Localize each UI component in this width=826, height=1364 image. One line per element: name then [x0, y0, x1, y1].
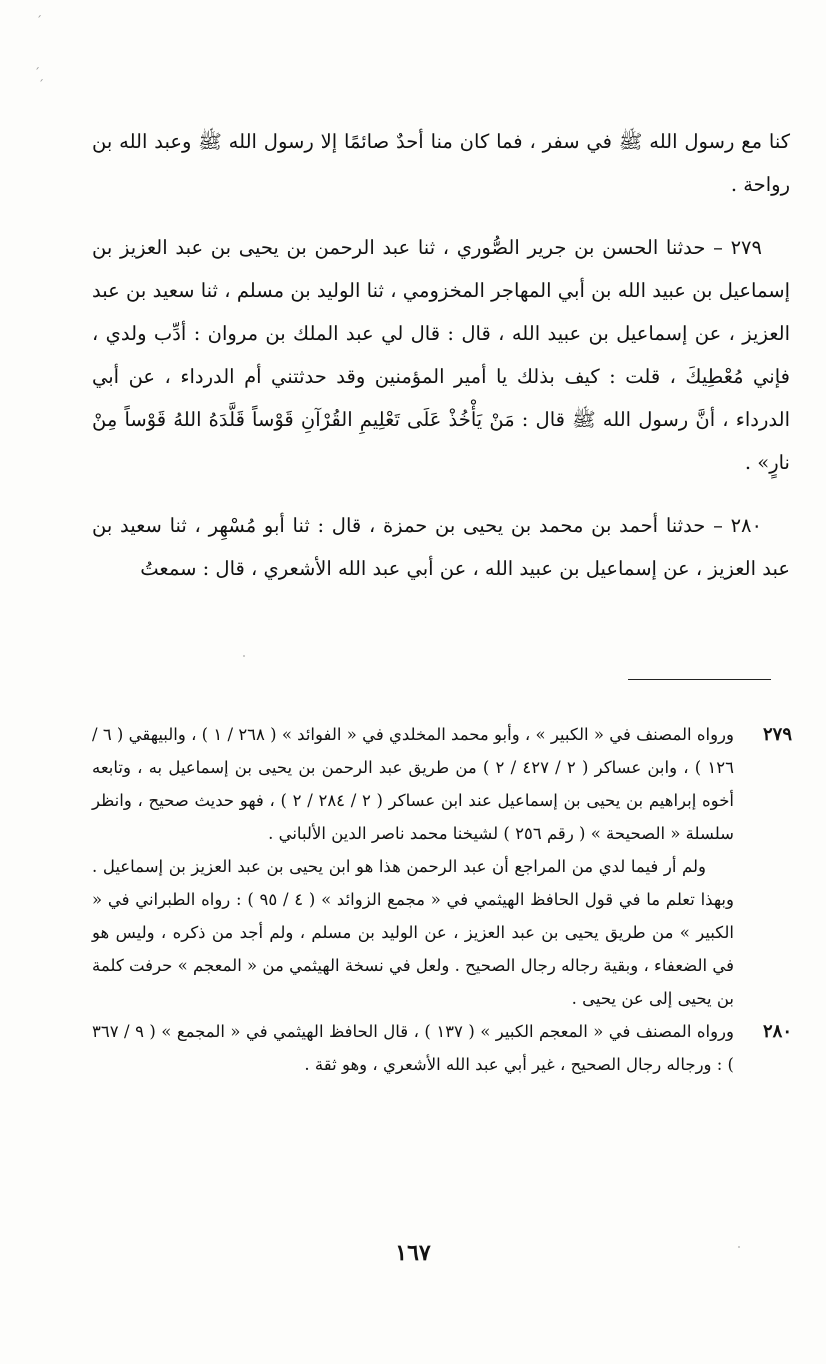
footnote-279: [92, 718, 792, 1015]
footnote-number: ٢٧٩: [762, 724, 792, 745]
page-number: ١٦٧: [395, 1240, 431, 1266]
hadith-279: ٢٧٩ – حدثنا الحسن بن جرير الصُّوري ، ثنا عبد الرحمن بن يحيى بن عبد العزيز بن إسماعيل بن عبيد الله بن أبي المهاجر المخزومي ، ثنا الوليد بن مسلم ، ثنا سعيد بن عبد العزيز ، عن إسماعيل بن عبيد الله ، قال : قال لي عبد الملك بن مروان : أدِّب ولدي ، فإني مُعْطِيكَ ، قلت : كيف بذلك يا أمير المؤمنين وقد حدثتني أم الدرداء ، عن أبي الدرداء ، أنَّ رسول الله ﷺ قال : مَنْ يَأْخُذْ عَلَى تَعْلِيمِ القُرْآنِ قَوْساً قَلَّدَهُ اللهُ قَوْساً مِنْ نارٍ» .: [92, 236, 790, 474]
footnote-paragraph: ورواه المصنف في « الكبير » ، وأبو محمد المخلدي في « الفوائد » ( ٢٦٨ / ١ ) ، والبيهقي ( ٦ / ١٢٦ ) ، وابن عساكر ( ٢ / ٤٢٧ / ٢ ) من طريق عبد الرحمن بن يحيى بن إسماعيل به ، وتابعه أخوه إبراهيم بن يحيى بن إسماعيل عند ابن عساكر ( ٢ / ٢٨٤ / ٢ ) ، فهو حديث صحيح ، وانظر سلسلة « الصحيحة » ( رقم ٢٥٦ ) لشيخنا محمد ناصر الدين الألباني .: [92, 725, 734, 843]
margin-mark: ˊ: [36, 14, 42, 28]
footnote-paragraph: ورواه المصنف في « المعجم الكبير » ( ١٣٧ ) ، قال الحافظ الهيثمي في « المجمع » ( ٩ / ٣٦٧ ) : ورجاله رجال الصحيح ، غير أبي عبد الله الأشعري ، وهو ثقة .: [92, 1022, 734, 1074]
margin-mark: ˊ: [38, 78, 44, 92]
footnote-paragraph: ولم أر فيما لدي من المراجع أن عبد الرحمن هذا هو ابن يحيى بن عبد العزيز بن إسماعيل . وبهذا تعلم ما في قول الحافظ الهيثمي في « مجمع الزوائد » ( ٤ / ٩٥ ) : رواه الطبراني في « الكبير » من طريق يحيى بن عبد العزيز ، عن الوليد بن مسلم ، ولم أجد من ذكره ، وليس هو في الضعفاء ، وبقية رجاله رجال الصحيح . ولعل في نسخة الهيثمي من « المعجم » حرفت كلمة بن يحيى إلى عن يحيى .: [92, 857, 734, 1008]
speck: [243, 655, 245, 657]
footnote-number: ٢٨٠: [762, 1021, 792, 1042]
main-paragraph: كنا مع رسول الله ﷺ في سفر ، فما كان منا أحدٌ صائمًا إلا رسول الله ﷺ وعبد الله بن رواحة .: [92, 130, 790, 196]
footnote-280: [92, 1015, 792, 1081]
main-text: [92, 120, 790, 610]
margin-mark: ˊ: [34, 66, 40, 80]
footnotes: [92, 718, 792, 1081]
footnote-separator: [628, 679, 771, 680]
footnote-body: [92, 1015, 734, 1081]
hadith-280: ٢٨٠ – حدثنا أحمد بن محمد بن يحيى بن حمزة ، قال : ثنا أبو مُسْهِر ، ثنا سعيد بن عبد العزيز ، عن إسماعيل بن عبيد الله ، عن أبي عبد الله الأشعري ، قال : سمعتُ: [92, 514, 790, 580]
footnote-body: [92, 718, 734, 1015]
